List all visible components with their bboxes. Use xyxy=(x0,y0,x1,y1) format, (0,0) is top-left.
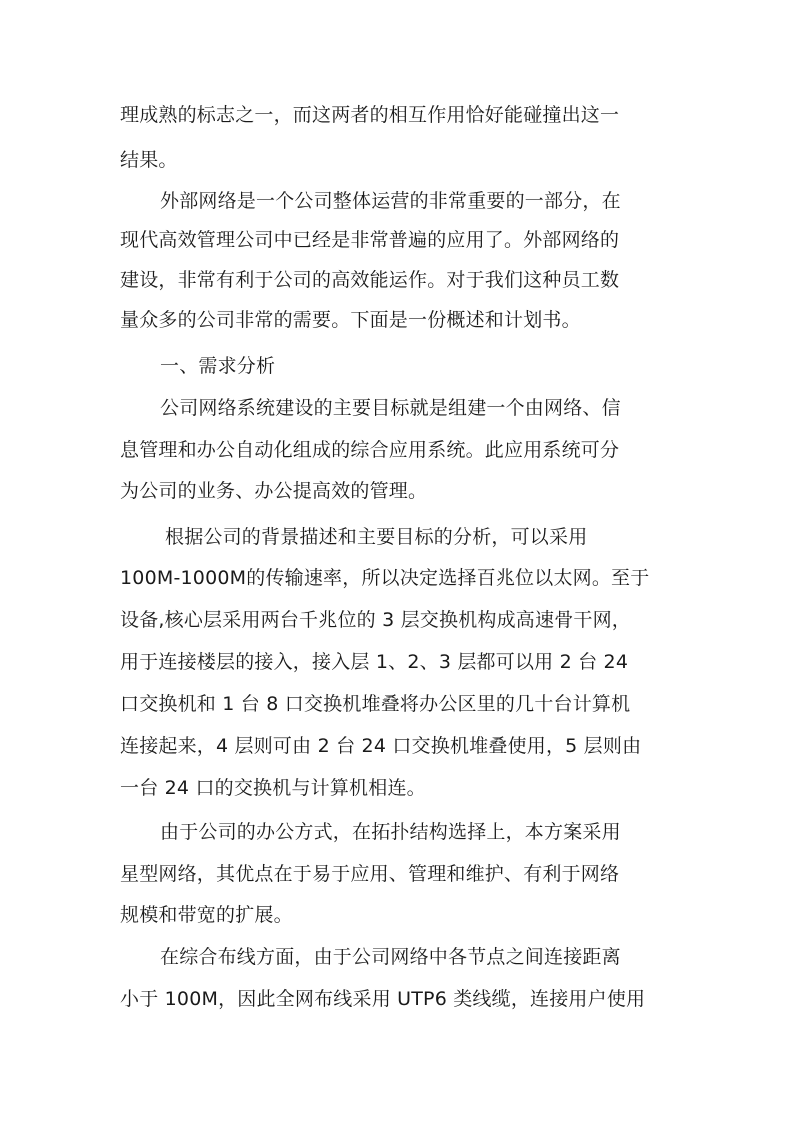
text-line: 息管理和办公自动化组成的综合应用系统。此应用系统可分 xyxy=(120,439,620,461)
text-line: 100M-1000M的传输速率，所以决定选择百兆位以太网。至于 xyxy=(120,567,650,589)
text-line: 小于 100M，因此全网布线采用 UTP6 类线缆，连接用户使用 xyxy=(120,988,646,1010)
text-line: 公司网络系统建设的主要目标就是组建一个由网络、信 xyxy=(160,397,621,419)
text-line: 为公司的业务、办公提高效的管理。 xyxy=(120,480,428,502)
text-line: 规模和带宽的扩展。 xyxy=(120,904,293,926)
text-line: 由于公司的办公方式，在拓扑结构选择上，本方案采用 xyxy=(160,821,621,843)
text-line: 连接起来，4 层则可由 2 台 24 口交换机堆叠使用，5 层则由 xyxy=(120,735,642,757)
text-line: 结果。 xyxy=(120,149,178,171)
section-heading: 一、需求分析 xyxy=(160,355,276,377)
text-line: 一台 24 口的交换机与计算机相连。 xyxy=(120,777,426,799)
text-line: 量众多的公司非常的需要。下面是一份概述和计划书。 xyxy=(120,309,581,331)
text-line: 口交换机和 1 台 8 口交换机堆叠将办公区里的几十台计算机 xyxy=(120,693,631,715)
text-line: 用于连接楼层的接入，接入层 1、2、3 层都可以用 2 台 24 xyxy=(120,651,629,673)
text-line: 设备,核心层采用两台千兆位的 3 层交换机构成高速骨干网， xyxy=(120,609,632,631)
text-line: 理成熟的标志之一，而这两者的相互作用恰好能碰撞出这一 xyxy=(120,104,620,126)
text-line: 建设，非常有利于公司的高效能运作。对于我们这种员工数 xyxy=(120,269,620,291)
text-line: 外部网络是一个公司整体运营的非常重要的一部分，在 xyxy=(160,190,621,212)
text-line: 根据公司的背景描述和主要目标的分析，可以采用 xyxy=(165,526,588,548)
text-line: 现代高效管理公司中已经是非常普遍的应用了。外部网络的 xyxy=(120,229,620,251)
text-line: 星型网络，其优点在于易于应用、管理和维护、有利于网络 xyxy=(120,863,620,885)
text-line: 在综合布线方面，由于公司网络中各节点之间连接距离 xyxy=(160,946,621,968)
